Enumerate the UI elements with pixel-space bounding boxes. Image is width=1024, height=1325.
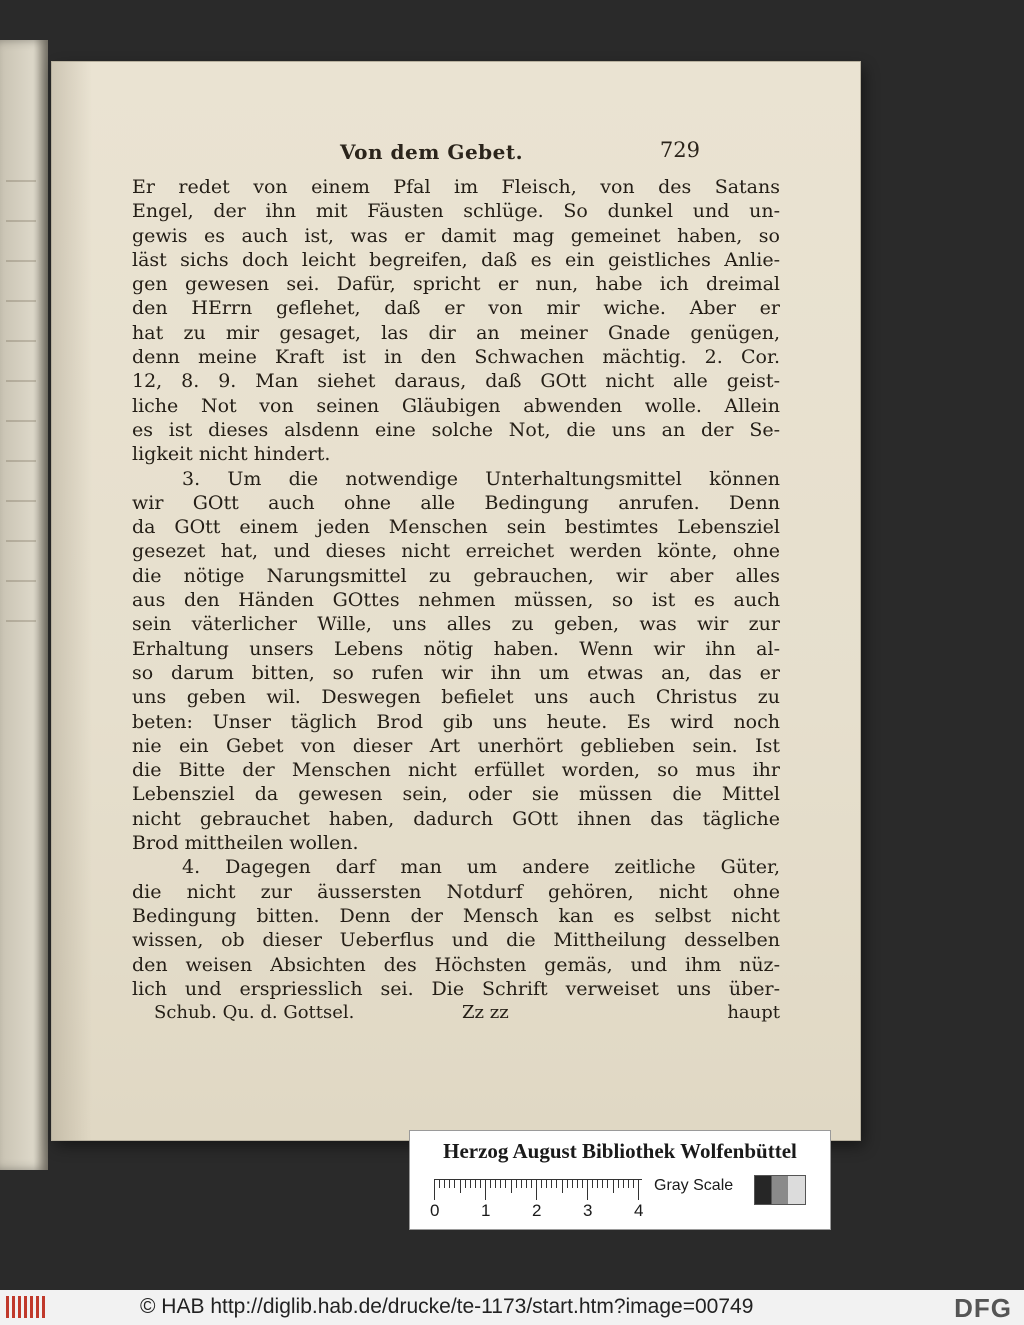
text-line: wir GOtt auch ohne alle Bedingung anrufen. Denn	[132, 491, 780, 514]
text-line: nicht gebrauchet haben, dadurch GOtt ihnen das tägliche	[132, 807, 780, 830]
text-line: Erhaltung unsers Lebens nötig haben. Wenn wir ihn al-	[132, 637, 780, 660]
running-header: Von dem Gebet.	[340, 140, 524, 164]
ruler-number: 4	[634, 1201, 644, 1220]
text-line: den weisen Absichten des Höchsten gemäs, und ihm nüz-	[132, 953, 780, 976]
scale-ruler	[434, 1179, 642, 1202]
text-line: nie ein Gebet von dieser Art unerhört geblieben sein. Ist	[132, 734, 780, 757]
library-color-target	[410, 1131, 830, 1229]
text-line: aus den Händen GOttes nehmen müssen, so ist es auch	[132, 589, 780, 612]
footer-bar	[0, 1290, 1024, 1325]
text-line: die Bitte der Menschen nicht erfüllet worden, so mus ihr	[132, 759, 780, 782]
text-line: denn meine Kraft ist in den Schwachen mächtig. 2. Cor.	[132, 346, 780, 369]
text-line: Er redet von einem Pfal im Fleisch, von des Satans	[132, 176, 780, 198]
previous-page-edge	[0, 40, 48, 1170]
text-line: Bedingung bitten. Denn der Mensch kan es selbst nicht	[132, 904, 780, 927]
ruler-number: 3	[583, 1201, 593, 1220]
text-line: ligkeit nicht hindert.	[132, 443, 331, 466]
text-line: Brod mittheilen wollen.	[132, 832, 359, 855]
text-line: liche Not von seinen Gläubigen abwenden wolle. Allein	[132, 394, 780, 417]
text-line: Lebensziel da gewesen sein, oder sie müssen die Mittel	[132, 783, 780, 806]
ruler-number: 0	[430, 1201, 440, 1220]
text-line: wissen, ob dieser Ueberflus und die Mittheilung desselben	[132, 929, 780, 952]
text-line: lich und erspriesslich sei. Die Schrift verweiset uns über-	[132, 977, 780, 1000]
body-text	[132, 175, 780, 1001]
gray-scale-label: Gray Scale	[654, 1177, 734, 1194]
text-line: so darum bitten, so rufen wir ihn um etwas an, das er	[132, 661, 780, 684]
text-line: gen gewesen sei. Dafür, spricht er nun, habe ich dreimal	[132, 273, 780, 296]
text-line: da GOtt einem jeden Menschen sein bestimtes Lebensziel	[132, 516, 780, 539]
ruler-number: 2	[532, 1201, 542, 1220]
text-line: sein väterlicher Wille, uns alles zu geben, was wir zur	[132, 613, 780, 636]
text-line: läst sichs doch leicht begreifen, daß es ein geistliches Anlie-	[132, 248, 780, 271]
text-line: gewis es auch ist, was er damit mag gemeinet haben, so	[132, 224, 780, 247]
dfg-logo: DFG	[954, 1293, 1012, 1323]
library-name: Herzog August Bibliothek Wolfenbüttel	[443, 1139, 797, 1163]
text-line: gesezet hat, und dieses nicht erreichet werden könte, ohne	[132, 540, 780, 563]
paragraph-start-line: 4. Dagegen darf man um andere zeitliche Güter,	[182, 856, 780, 879]
gray-scale-swatch	[754, 1175, 806, 1205]
book-page	[52, 62, 860, 1140]
paragraph-start-line: 3. Um die notwendige Unterhaltungsmittel können	[182, 467, 780, 490]
text-line: 12, 8. 9. Man siehet daraus, daß GOtt nicht alle geist-	[132, 370, 780, 393]
ruler-number: 1	[481, 1201, 491, 1220]
text-line: beten: Unser täglich Brod gib uns heute. Es wird noch	[132, 710, 780, 733]
text-line: es ist dieses alsdenn eine solche Not, die uns an der Se-	[132, 418, 780, 441]
text-line: Engel, der ihn mit Fäusten schlüge. So dunkel und un-	[132, 200, 780, 223]
text-line: die nicht zur äussersten Notdurf gehören, nicht ohne	[132, 880, 780, 903]
catchword: haupt	[727, 1002, 780, 1023]
text-line: den HErrn geflehet, daß er von mir wiche. Aber er	[132, 297, 780, 320]
hab-logo-icon	[6, 1296, 46, 1318]
signature-line: Schub. Qu. d. Gottsel.	[154, 1002, 355, 1023]
text-line: die nötige Narungsmittel zu gebrauchen, wir aber alles	[132, 564, 780, 587]
copyright-url[interactable]: © HAB http://diglib.hab.de/drucke/te-1173/start.htm?image=00749	[140, 1295, 754, 1318]
text-line: uns geben wil. Deswegen befielet uns auch Christus zu	[132, 686, 780, 709]
text-line: hat zu mir gesaget, las dir an meiner Gnade genügen,	[132, 321, 780, 344]
sheet-mark: Zz zz	[462, 1002, 509, 1023]
page-number: 729	[659, 138, 700, 162]
